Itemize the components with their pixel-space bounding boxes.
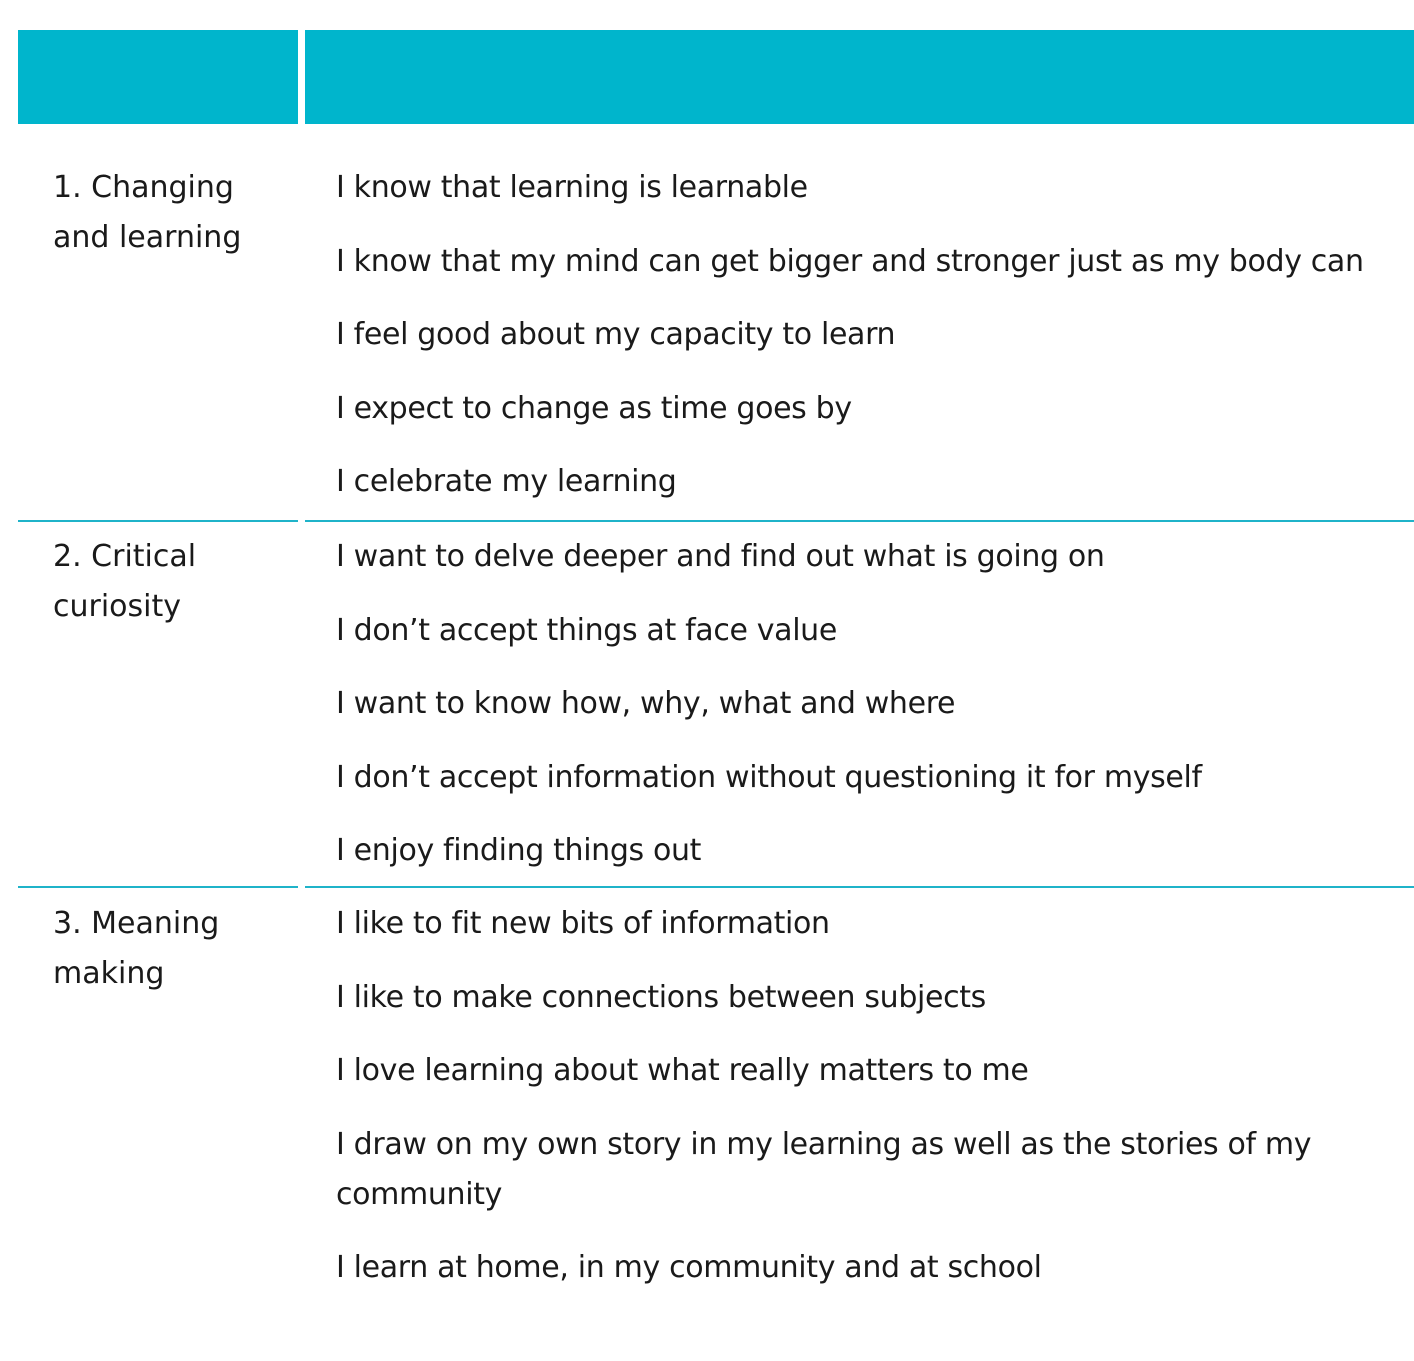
statement: I don’t accept information without questioning it for myself [336, 759, 1202, 795]
statement: I love learning about what really matters to me [336, 1053, 1029, 1088]
section-divider [18, 886, 298, 888]
section-divider [305, 886, 1414, 888]
statement: I feel good about my capacity to learn [336, 317, 896, 352]
section-divider [18, 520, 298, 522]
dimension-label: 2. Critical curiosity [53, 539, 197, 624]
table-header-left [18, 30, 298, 124]
statement: I expect to change as time goes by [336, 390, 852, 426]
statement: I learn at home, in my community and at school [336, 1250, 1042, 1285]
statement-list [336, 163, 1396, 531]
statement: I celebrate my learning [336, 464, 677, 499]
table-header-right [305, 30, 1414, 124]
statement: I know that my mind can get bigger and stronger just as my body can [336, 243, 1364, 279]
statement-list [336, 532, 1396, 900]
statement: I draw on my own story in my learning as well as the stories of my community [336, 1126, 1312, 1212]
dimension-label: 1. Changing and learning [53, 170, 242, 255]
section-divider [305, 520, 1414, 522]
dimension-label: 3. Meaning making [53, 906, 220, 991]
statement: I want to know how, why, what and where [336, 686, 956, 721]
statement: I want to delve deeper and find out what is going on [336, 539, 1105, 574]
statement-list [336, 899, 1396, 1317]
statement: I like to fit new bits of information [336, 906, 830, 941]
statement: I enjoy finding things out [336, 833, 702, 868]
statement: I don’t accept things at face value [336, 612, 837, 648]
statement: I like to make connections between subjects [336, 979, 986, 1015]
statement: I know that learning is learnable [336, 170, 808, 205]
